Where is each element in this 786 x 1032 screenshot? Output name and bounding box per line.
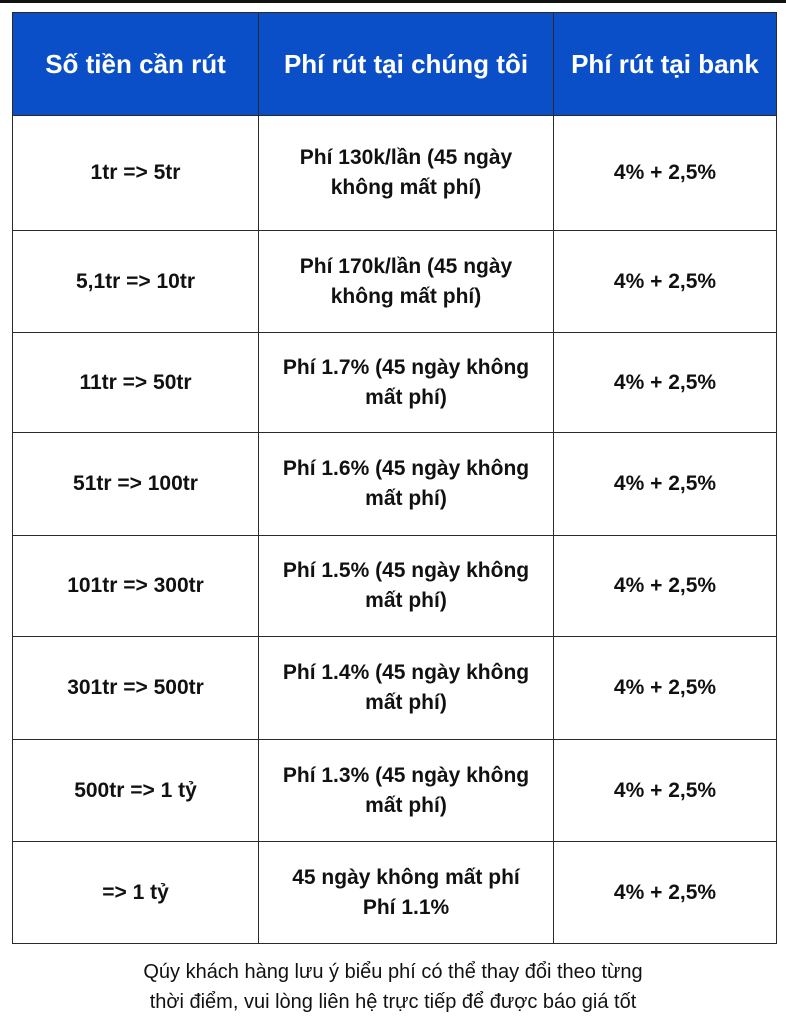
- our-fee-line: mất phí): [365, 487, 447, 510]
- our-fee-line: Phí 1.7% (45 ngày không: [282, 355, 530, 379]
- table-row: [13, 116, 777, 231]
- our-fee-line: mất phí): [365, 793, 447, 817]
- our-fee-line: Phí 1.1%: [362, 895, 450, 919]
- disclaimer-note: [0, 957, 786, 1017]
- cell-bank-fee: 4% + 2,5%: [554, 536, 777, 637]
- our-fee-line: Phí 130k/lần (45 ngày: [299, 146, 513, 169]
- our-fee-line: mất phí): [365, 691, 447, 714]
- our-fee-line: mất phí): [365, 589, 447, 612]
- cell-amount: 301tr => 500tr: [13, 637, 259, 740]
- header-amount: Số tiền cần rút: [13, 13, 259, 116]
- cell-amount: => 1 tỷ: [13, 842, 259, 944]
- cell-bank-fee: 4% + 2,5%: [554, 333, 777, 433]
- disclaimer-line: Qúy khách hàng lưu ý biểu phí có thể thay đổi theo từng: [143, 961, 643, 983]
- disclaimer-line: thời điểm, vui lòng liên hệ trực tiếp để được báo giá tốt: [149, 991, 637, 1013]
- cell-bank-fee: 4% + 2,5%: [554, 740, 777, 842]
- our-fee-line: Phí 1.6% (45 ngày không: [282, 457, 530, 480]
- cell-amount: 500tr => 1 tỷ: [13, 740, 259, 842]
- fee-comparison-table: [12, 12, 777, 944]
- cell-our-fee: [259, 842, 554, 944]
- table-row: [13, 842, 777, 944]
- table-row: [13, 333, 777, 433]
- our-fee-line: mất phí): [365, 385, 447, 409]
- table-header-row: [13, 13, 777, 116]
- cell-bank-fee: 4% + 2,5%: [554, 433, 777, 536]
- cell-amount: 5,1tr => 10tr: [13, 231, 259, 333]
- cell-our-fee: [259, 536, 554, 637]
- cell-our-fee: [259, 637, 554, 740]
- header-bank-fee: Phí rút tại bank: [554, 13, 777, 116]
- our-fee-line: Phí 1.3% (45 ngày không: [282, 763, 530, 787]
- cell-bank-fee: 4% + 2,5%: [554, 116, 777, 231]
- our-fee-line: không mất phí): [330, 176, 482, 199]
- table-row: [13, 637, 777, 740]
- cell-our-fee: [259, 740, 554, 842]
- top-divider: [0, 0, 786, 3]
- cell-our-fee: [259, 433, 554, 536]
- our-fee-line: 45 ngày không mất phí: [292, 865, 520, 889]
- cell-bank-fee: 4% + 2,5%: [554, 231, 777, 333]
- cell-our-fee: [259, 231, 554, 333]
- table-row: [13, 433, 777, 536]
- cell-bank-fee: 4% + 2,5%: [554, 637, 777, 740]
- table-row: [13, 231, 777, 333]
- cell-bank-fee: 4% + 2,5%: [554, 842, 777, 944]
- our-fee-line: Phí 170k/lần (45 ngày: [299, 254, 513, 278]
- cell-amount: 11tr => 50tr: [13, 333, 259, 433]
- table-row: [13, 536, 777, 637]
- header-our-fee: Phí rút tại chúng tôi: [259, 13, 554, 116]
- our-fee-line: Phí 1.5% (45 ngày không: [282, 559, 530, 582]
- cell-our-fee: [259, 333, 554, 433]
- cell-amount: 51tr => 100tr: [13, 433, 259, 536]
- table-row: [13, 740, 777, 842]
- cell-amount: 1tr => 5tr: [13, 116, 259, 231]
- our-fee-line: không mất phí): [330, 284, 482, 308]
- our-fee-line: Phí 1.4% (45 ngày không: [282, 661, 530, 684]
- cell-amount: 101tr => 300tr: [13, 536, 259, 637]
- cell-our-fee: [259, 116, 554, 231]
